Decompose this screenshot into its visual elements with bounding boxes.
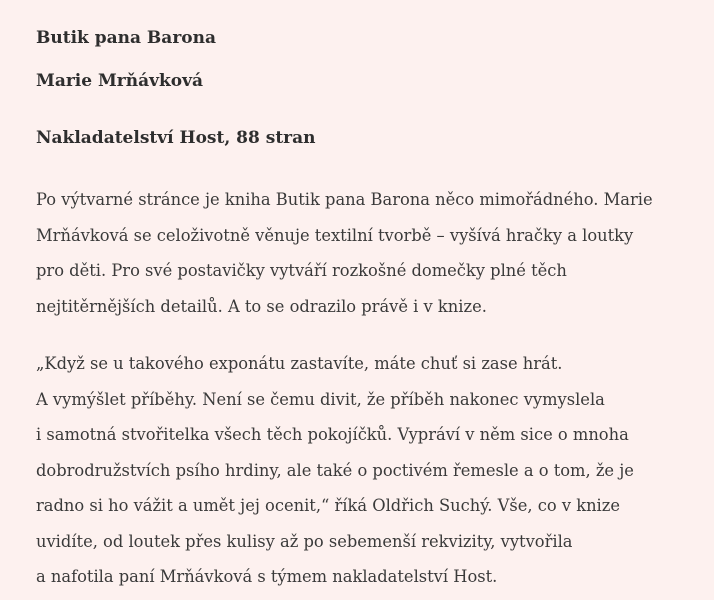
paragraph-quote	[36, 346, 634, 595]
paragraph-line: pro děti. Pro své postavičky vytváří rozkošné domečky plné těch	[36, 261, 567, 280]
paragraph-line: dobrodružstvích psího hrdiny, ale také o poctivém řemesle a o tom, že je	[36, 460, 634, 480]
paragraph-line: „Když se u takového exponátu zastavíte, máte chuť si zase hrát.	[36, 354, 563, 373]
paragraph-line: radno si ho vážit a umět jej ocenit,“ říká Oldřich Suchý. Vše, co v knize	[36, 496, 620, 515]
paragraph-line: Po výtvarné stránce je kniha Butik pana Barona něco mimořádného. Marie	[36, 190, 653, 209]
paragraph-line: nejtitěrnějších detailů. A to se odrazilo právě i v knize.	[36, 296, 487, 316]
paragraph-line: i samotná stvořitelka všech těch pokojíčků. Vypráví v něm sice o mnoha	[36, 425, 629, 444]
book-title: Butik pana Barona	[36, 28, 216, 48]
paragraph-line: a nafotila paní Mrňávková s týmem nakladatelství Host.	[36, 567, 498, 586]
paragraph-line: Mrňávková se celoživotně věnuje textilní tvorbě – vyšívá hračky a loutky	[36, 225, 634, 245]
paragraph-line: A vymýšlet příběhy. Není se čemu divit, že příběh nakonec vymyslela	[36, 389, 605, 409]
book-publisher: Nakladatelství Host, 88 stran	[36, 128, 316, 148]
paragraph-description	[36, 182, 653, 324]
book-author: Marie Mrňávková	[36, 71, 204, 91]
paragraph-line: uvidíte, od loutek přes kulisy až po sebemenší rekvizity, vytvořila	[36, 531, 573, 551]
